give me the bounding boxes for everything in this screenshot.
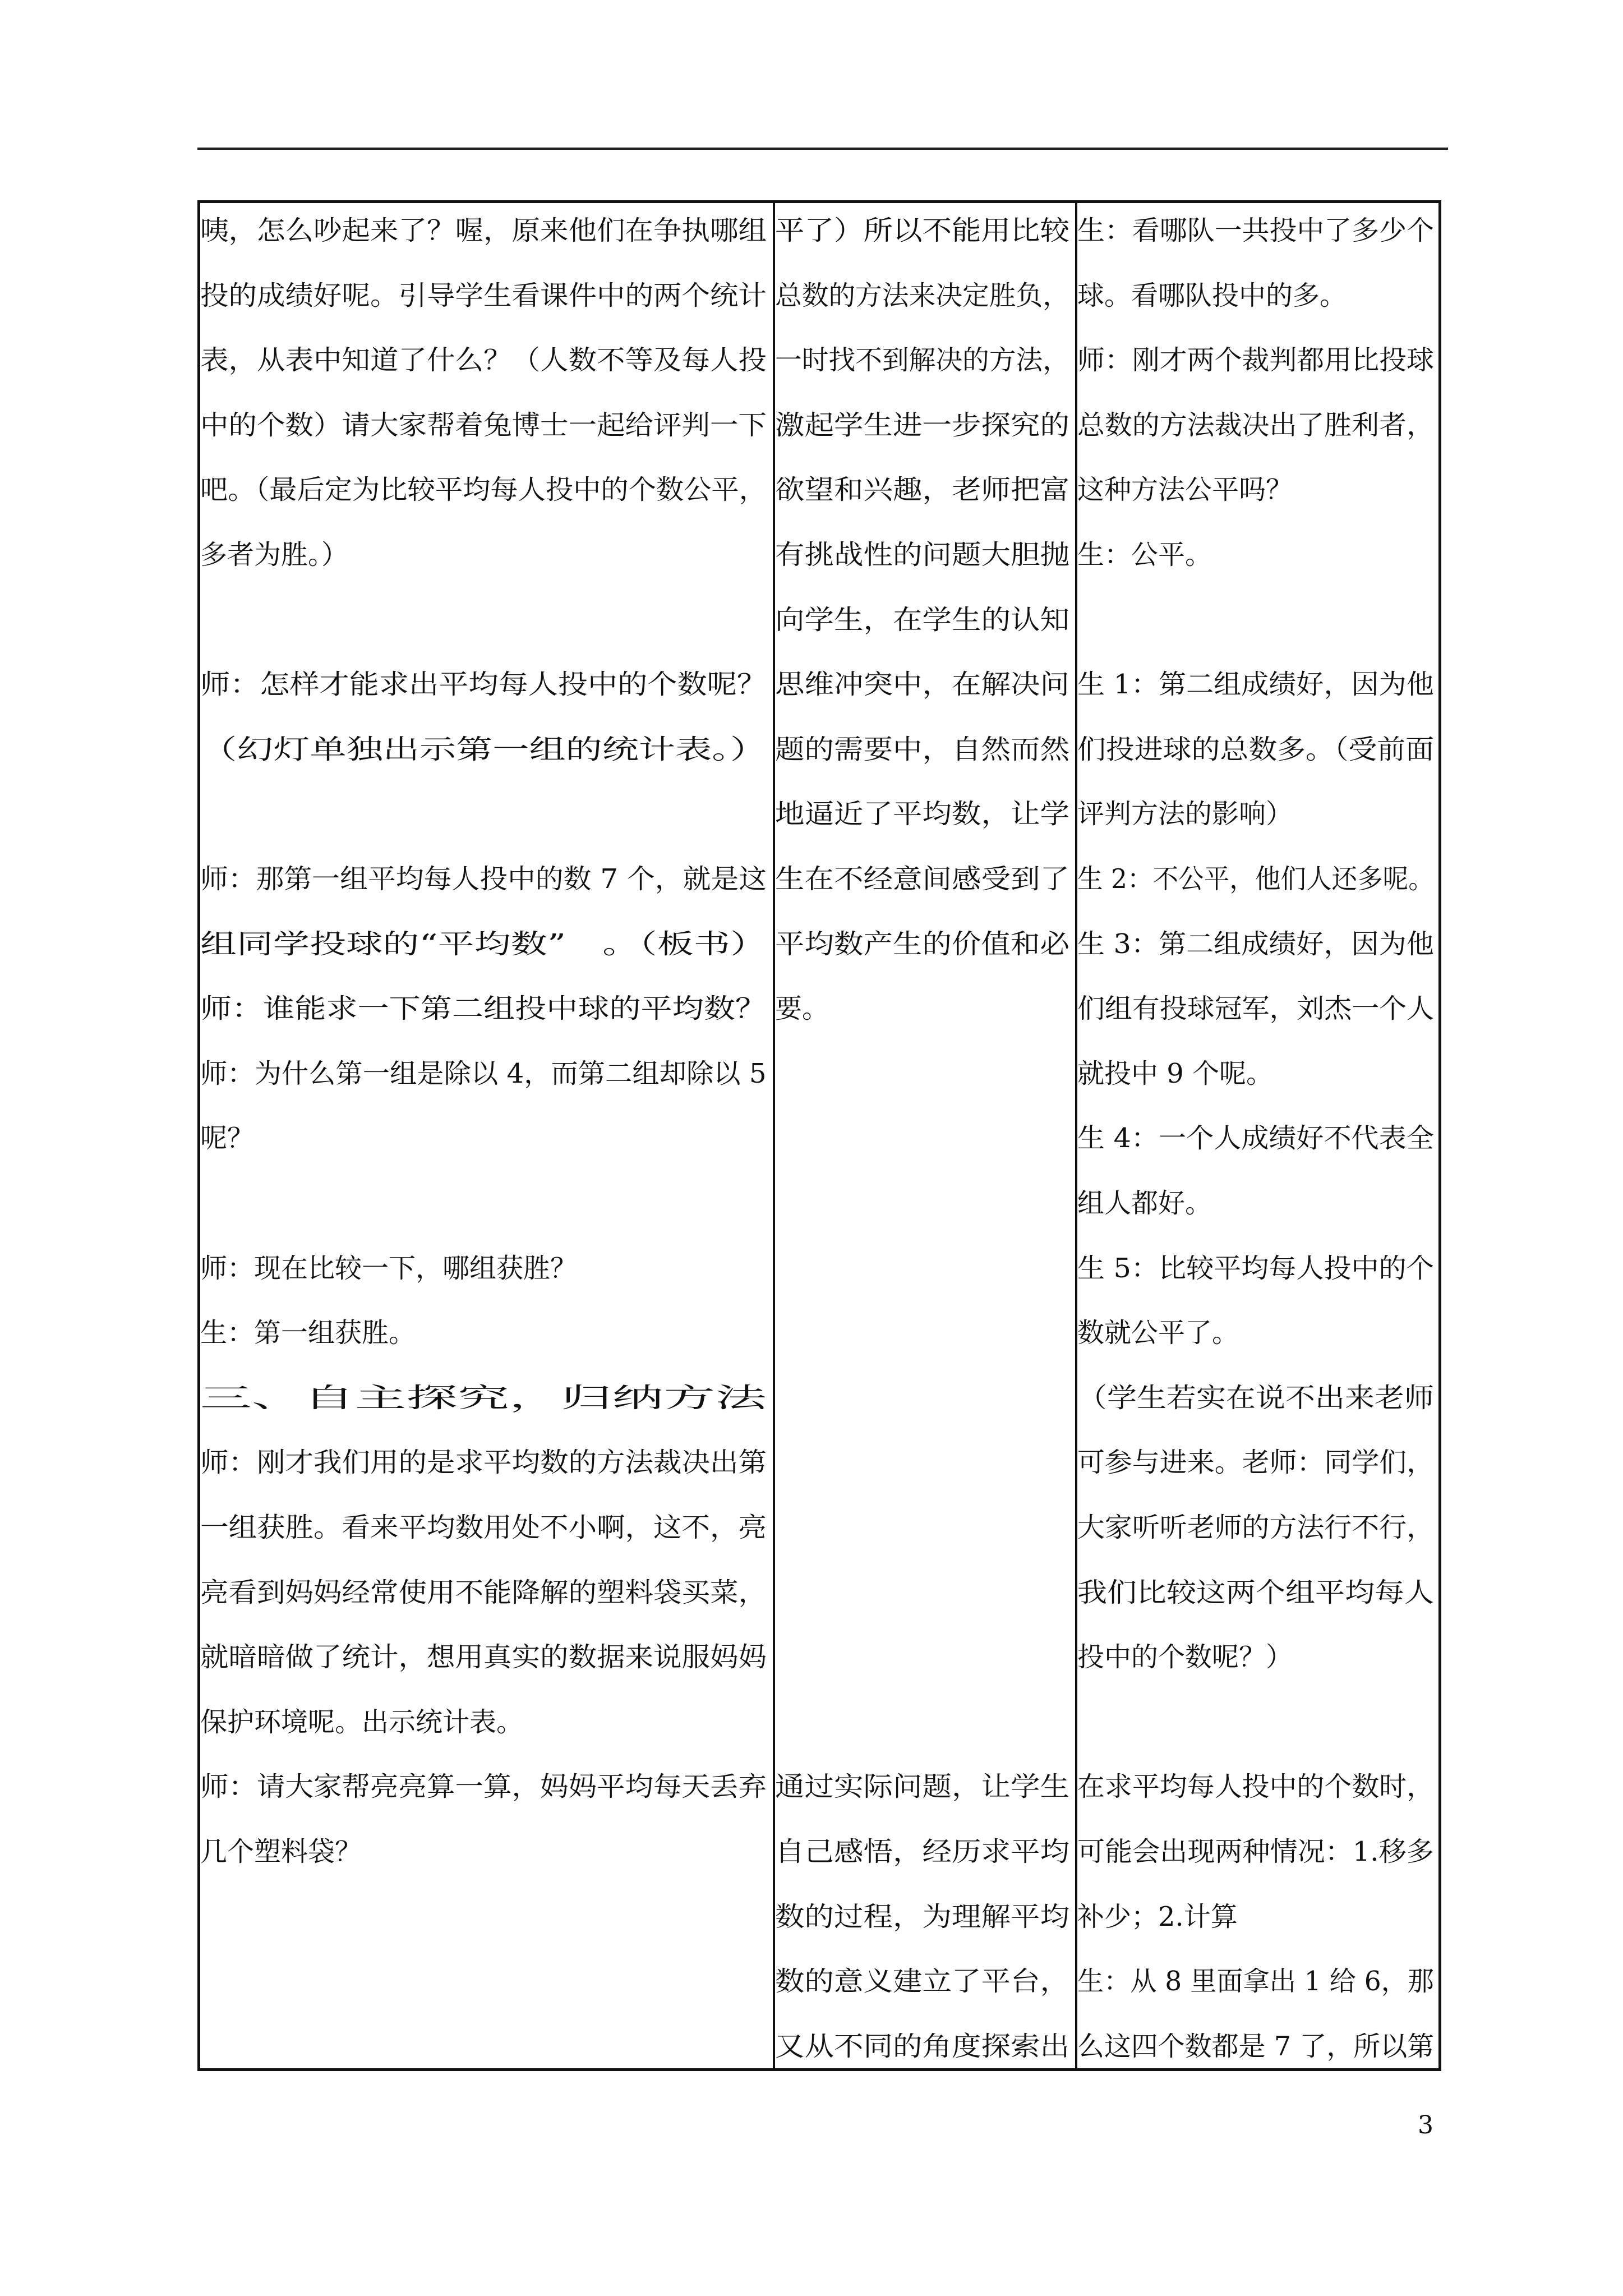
teaching-process-line: 咦，怎么吵起来了？喔，原来他们在争执哪组 — [200, 215, 767, 246]
student-activity-line: （学生若实在说不出来老师 — [1077, 1382, 1435, 1414]
student-activity-line: 数就公平了。 — [1077, 1317, 1239, 1349]
lesson-table — [197, 200, 1441, 2071]
teaching-process-line: 亮看到妈妈经常使用不能降解的塑料袋买菜， — [200, 1576, 767, 1608]
design-intent-line: 欲望和兴趣，老师把富 — [775, 474, 1070, 506]
student-activity-line: 在求平均每人投中的个数时， — [1077, 1771, 1435, 1803]
student-activity-line: 生：看哪队一共投中了多少个 — [1077, 215, 1435, 246]
student-activity-line: 投中的个数呢？） — [1077, 1641, 1293, 1673]
teaching-process-line: 呢？ — [200, 1122, 255, 1154]
design-intent-line: 要。 — [775, 993, 829, 1025]
student-activity-line: 大家听听老师的方法行不行， — [1077, 1512, 1435, 1543]
design-intent-line: 数的过程，为理解平均 — [775, 1901, 1070, 1932]
design-intent-line: 有挑战性的问题大胆抛 — [775, 539, 1070, 570]
teaching-process-line: （幻灯单独出示第一组的统计表。） — [200, 733, 767, 765]
teaching-process-line: 师：为什么第一组是除以 4，而第二组却除以 5 — [200, 1057, 767, 1089]
student-activity-line: 生 4：一个人成绩好不代表全 — [1077, 1122, 1434, 1154]
student-activity-line: 就投中 9 个呢。 — [1077, 1057, 1274, 1089]
student-activity-line: 生 5：比较平均每人投中的个 — [1077, 1252, 1434, 1284]
teaching-process-line: 师：刚才我们用的是求平均数的方法裁决出第 — [200, 1447, 767, 1479]
design-intent-line: 题的需要中，自然而然 — [775, 733, 1070, 765]
student-activity-line: 总数的方法裁决出了胜利者， — [1077, 409, 1435, 441]
design-intent-line: 思维冲突中，在解决问 — [775, 669, 1070, 701]
teaching-process-line: 三、自主探究，归纳方法 — [200, 1382, 767, 1414]
teaching-process-line: 组同学投球的“平均数” 。（板书） — [200, 928, 767, 960]
design-intent-line: 平了）所以不能用比较 — [775, 215, 1070, 246]
design-intent-line: 自己感悟，经历求平均 — [775, 1836, 1070, 1867]
teaching-process-line: 一组获胜。看来平均数用处不小啊，这不，亮 — [200, 1512, 767, 1543]
teaching-process-line: 师：现在比较一下，哪组获胜？ — [200, 1252, 578, 1284]
student-activity-line: 补少；2.计算 — [1077, 1901, 1238, 1932]
student-activity-line: 生 2：不公平，他们人还多呢。 — [1077, 863, 1434, 895]
teaching-process-line: 师：请大家帮亮亮算一算，妈妈平均每天丢弃 — [200, 1771, 767, 1803]
design-intent-line: 生在不经意间感受到了 — [775, 863, 1070, 895]
design-intent-line: 向学生，在学生的认知 — [775, 604, 1070, 636]
teaching-process-line: 师：怎样才能求出平均每人投中的个数呢？ — [200, 669, 767, 701]
teaching-process-line: 投的成绩好呢。引导学生看课件中的两个统计 — [200, 279, 767, 311]
page-number: 3 — [1418, 2111, 1433, 2139]
design-intent-line: 激起学生进一步探究的 — [775, 409, 1070, 441]
student-activity-line: 生：从 8 里面拿出 1 给 6，那 — [1077, 1966, 1434, 1998]
teaching-process-line: 生：第一组获胜。 — [200, 1317, 416, 1349]
design-intent-line: 平均数产生的价值和必 — [775, 928, 1070, 960]
teaching-process-line: 几个塑料袋？ — [200, 1836, 362, 1867]
student-activity-line: 们投进球的总数多。（受前面 — [1077, 733, 1435, 765]
student-activity-line: 我们比较这两个组平均每人 — [1077, 1576, 1435, 1608]
design-intent-line: 数的意义建立了平台， — [775, 1966, 1070, 1998]
teaching-process-line: 多者为胜。） — [200, 539, 349, 570]
student-activity-line: 评判方法的影响） — [1077, 798, 1293, 830]
student-activity-line: 师：刚才两个裁判都用比投球 — [1077, 344, 1435, 376]
teaching-process-line: 保护环境呢。出示统计表。 — [200, 1706, 524, 1738]
student-activity-line: 可参与进来。老师：同学们， — [1077, 1447, 1435, 1479]
student-activity-line: 这种方法公平吗？ — [1077, 474, 1293, 506]
student-activity-line: 们组有投球冠军，刘杰一个人 — [1077, 993, 1435, 1025]
design-intent-line: 又从不同的角度探索出 — [775, 2030, 1070, 2062]
student-activity-line: 球。看哪队投中的多。 — [1077, 279, 1347, 311]
student-activity-line: 生 3：第二组成绩好，因为他 — [1077, 928, 1434, 960]
header-rule — [197, 148, 1448, 150]
student-activity-line: 可能会出现两种情况：1.移多 — [1077, 1836, 1434, 1867]
design-intent-line: 通过实际问题，让学生 — [775, 1771, 1070, 1803]
design-intent-line: 地逼近了平均数，让学 — [775, 798, 1070, 830]
teaching-process-line: 师：那第一组平均每人投中的数 7 个，就是这 — [200, 863, 767, 895]
student-activity-line: 生 1：第二组成绩好，因为他 — [1077, 669, 1434, 701]
design-intent-line: 总数的方法来决定胜负， — [775, 279, 1070, 311]
teaching-process-line: 就暗暗做了统计，想用真实的数据来说服妈妈 — [200, 1641, 767, 1673]
design-intent-line: 一时找不到解决的方法， — [775, 344, 1070, 376]
student-activity-line: 组人都好。 — [1077, 1188, 1212, 1219]
student-activity-line: 么这四个数都是 7 了，所以第 — [1077, 2030, 1435, 2062]
student-activity-line: 生：公平。 — [1077, 539, 1212, 570]
teaching-process-line: 吧。（最后定为比较平均每人投中的个数公平， — [200, 474, 767, 506]
teaching-process-line: 师：谁能求一下第二组投中球的平均数？ — [200, 993, 767, 1025]
teaching-process-line: 中的个数）请大家帮着兔博士一起给评判一下 — [200, 409, 767, 441]
teaching-process-line: 表，从表中知道了什么？（人数不等及每人投 — [200, 344, 767, 376]
